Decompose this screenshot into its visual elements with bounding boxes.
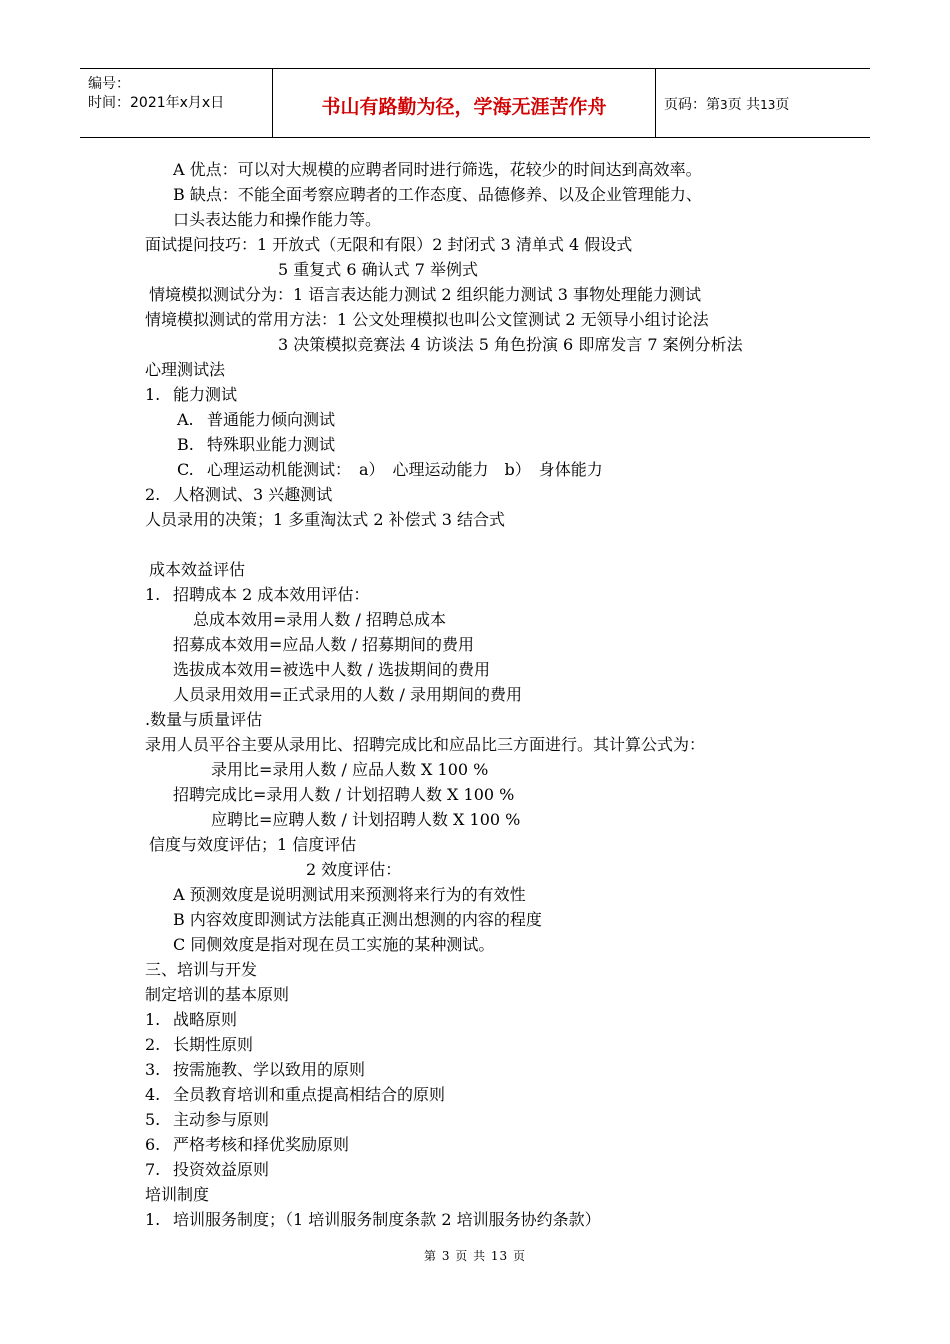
list-item (145, 1110, 269, 1130)
header-page-number (664, 94, 789, 114)
list-item (145, 1085, 445, 1105)
list-text: 能力测试 (173, 385, 238, 404)
list-text: 人格测试、3 兴趣测试 (173, 485, 333, 504)
list-text: 按需施教、学以致用的原则 (173, 1060, 366, 1079)
list-item (177, 435, 335, 455)
list-item (145, 1060, 365, 1080)
list-text: 普通能力倾向测试 (207, 410, 336, 429)
text-line: 口头表达能力和操作能力等。 (173, 210, 382, 229)
text-line: C 同侧效度是指对现在员工实施的某种测试。 (173, 935, 495, 954)
list-number: 2. (145, 1035, 161, 1054)
text-line: 情境模拟测试分为：1 语言表达能力测试 2 组织能力测试 3 事物处理能力测试 (149, 285, 701, 304)
list-text: 培训服务制度；（1 培训服务制度条款 2 培训服务协约条款） (173, 1210, 601, 1229)
list-text: 全员教育培训和重点提高相结合的原则 (173, 1085, 446, 1104)
list-item (145, 585, 369, 605)
text-line: B 内容效度即测试方法能真正测出想测的内容的程度 (173, 910, 542, 929)
list-number: 1. (145, 1010, 161, 1029)
serial-number-label: 编号： (88, 76, 130, 92)
header-motto: 书山有路勤为径，学海无涯苦作舟 (321, 96, 607, 118)
page-suffix: 页 (775, 97, 790, 113)
page-mid: 页 共 (727, 97, 761, 113)
formula-line: 招聘完成比=录用人数 / 计划招聘人数 X 100 % (173, 785, 515, 804)
formula-line: 应聘比=应聘人数 / 计划招聘人数 X 100 % (211, 810, 521, 829)
text-line: B 缺点：不能全面考察应聘者的工作态度、品德修养、以及企业管理能力、 (173, 185, 702, 204)
page-footer: 第 3 页 共 13 页 (424, 1249, 526, 1263)
text-line: A 优点：可以对大规模的应聘者同时进行筛选，花较少的时间达到高效率。 (173, 160, 702, 179)
list-item (177, 410, 335, 430)
list-number: 5. (145, 1110, 161, 1129)
list-item (145, 1135, 349, 1155)
list-number: 3. (145, 1060, 161, 1079)
list-item (177, 460, 603, 480)
list-text: 战略原则 (173, 1010, 238, 1029)
page-prefix: 页码：第 (664, 97, 720, 113)
time-label: 时间：2021年x月x日 (88, 95, 225, 111)
list-text: 长期性原则 (173, 1035, 254, 1054)
list-number: C. (177, 460, 194, 479)
list-number: A. (177, 410, 194, 429)
formula-line: 录用比=录用人数 / 应品人数 X 100 % (211, 760, 489, 779)
list-item (145, 1160, 269, 1180)
list-text: 特殊职业能力测试 (207, 435, 336, 454)
list-text: 投资效益原则 (173, 1160, 270, 1179)
text-line: 3 决策模拟竞赛法 4 访谈法 5 角色扮演 6 即席发言 7 案例分析法 (278, 335, 743, 354)
text-line: A 预测效度是说明测试用来预测将来行为的有效性 (173, 885, 526, 904)
list-number: 1. (145, 385, 161, 404)
text-line: 信度与效度评估；1 信度评估 (149, 835, 357, 854)
section-heading: 培训制度 (145, 1185, 210, 1204)
list-number: 2. (145, 485, 161, 504)
page-current: 3 (720, 98, 728, 112)
text-line: 情境模拟测试的常用方法：1 公文处理模拟也叫公文筐测试 2 无领导小组讨论法 (145, 310, 709, 329)
text-line: 人员录用的决策；1 多重淘汰式 2 补偿式 3 结合式 (145, 510, 505, 529)
list-number: 6. (145, 1135, 161, 1154)
section-heading: .数量与质量评估 (145, 710, 263, 729)
list-item (145, 485, 332, 505)
list-item (145, 385, 237, 405)
text-line: 2 效度评估： (306, 860, 402, 879)
list-item (145, 1210, 601, 1230)
list-number: 1. (145, 1210, 161, 1229)
list-text: 主动参与原则 (173, 1110, 270, 1129)
text-line: 录用人员平谷主要从录用比、招聘完成比和应品比三方面进行。其计算公式为： (145, 735, 706, 754)
list-number: 4. (145, 1085, 161, 1104)
text-line: 5 重复式 6 确认式 7 举例式 (278, 260, 478, 279)
text-line: 面试提问技巧：1 开放式（无限和有限）2 封闭式 3 清单式 4 假设式 (145, 235, 633, 254)
list-item (145, 1035, 253, 1055)
section-heading: 心理测试法 (145, 360, 226, 379)
formula-line: 选拔成本效用=被选中人数 / 选拔期间的费用 (173, 660, 490, 679)
page-header (80, 68, 870, 138)
section-heading: 制定培训的基本原则 (145, 985, 290, 1004)
formula-line: 人员录用效用=正式录用的人数 / 录用期间的费用 (173, 685, 522, 704)
list-item (145, 1010, 237, 1030)
list-text: 严格考核和择优奖励原则 (173, 1135, 350, 1154)
list-number: 1. (145, 585, 161, 604)
formula-line: 招募成本效用=应品人数 / 招募期间的费用 (173, 635, 474, 654)
list-number: B. (177, 435, 194, 454)
section-heading: 三、培训与开发 (145, 960, 258, 979)
list-text: 招聘成本 2 成本效用评估： (173, 585, 370, 604)
header-motto-cell (272, 69, 656, 137)
list-number: 7. (145, 1160, 161, 1179)
section-heading: 成本效益评估 (149, 560, 246, 579)
page-total: 13 (760, 98, 776, 112)
header-info-cell (80, 69, 272, 137)
formula-line: 总成本效用=录用人数 / 招聘总成本 (193, 610, 446, 629)
list-text: 心理运动机能测试： a） 心理运动能力 b） 身体能力 (207, 460, 603, 479)
